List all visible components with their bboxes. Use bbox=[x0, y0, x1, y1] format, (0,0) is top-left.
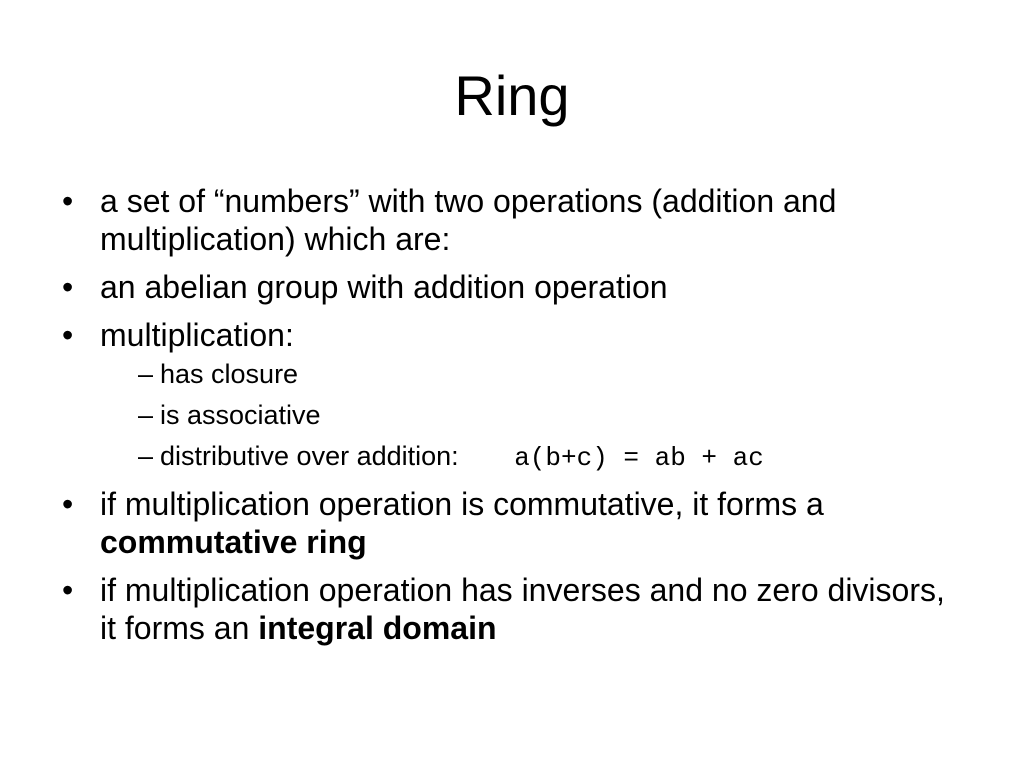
slide-title: Ring bbox=[454, 64, 570, 127]
bullet-item-commutative bbox=[62, 485, 962, 561]
sub-bullet-list bbox=[100, 358, 962, 475]
bullet-item-multiplication bbox=[62, 316, 962, 475]
bullet-item-abelian-group bbox=[62, 268, 962, 306]
bullet-text: a set of “numbers” with two operations (addition and multiplication) which are: bbox=[100, 183, 837, 257]
bullet-item-set-of-numbers bbox=[62, 182, 962, 258]
dash-icon: – bbox=[138, 359, 154, 389]
sub-bullet-closure bbox=[116, 358, 962, 391]
bullet-list bbox=[62, 182, 962, 657]
bullet-icon: • bbox=[62, 486, 74, 522]
sub-bullet-text: is associative bbox=[160, 400, 321, 430]
bullet-icon: • bbox=[62, 572, 74, 608]
distributive-formula: a(b+c) = ab + ac bbox=[514, 443, 764, 473]
bullet-text: if multiplication operation has inverses and no zero divisors, it forms an bbox=[100, 572, 945, 646]
sub-bullet-text: has closure bbox=[160, 359, 299, 389]
commutative-ring-term: commutative ring bbox=[100, 524, 367, 560]
bullet-text: an abelian group with addition operation bbox=[100, 269, 668, 305]
bullet-icon: • bbox=[62, 183, 74, 219]
bullet-icon: • bbox=[62, 317, 74, 353]
dash-icon: – bbox=[138, 400, 154, 430]
bullet-text: multiplication: bbox=[100, 317, 294, 353]
sub-bullet-associative bbox=[116, 399, 962, 432]
sub-bullet-distributive bbox=[116, 440, 962, 475]
bullet-item-integral-domain bbox=[62, 571, 962, 647]
sub-bullet-text: distributive over addition: bbox=[160, 441, 459, 471]
integral-domain-term: integral domain bbox=[258, 610, 497, 646]
bullet-icon: • bbox=[62, 269, 74, 305]
dash-icon: – bbox=[138, 441, 154, 471]
bullet-text: if multiplication operation is commutative, it forms a bbox=[100, 486, 824, 522]
